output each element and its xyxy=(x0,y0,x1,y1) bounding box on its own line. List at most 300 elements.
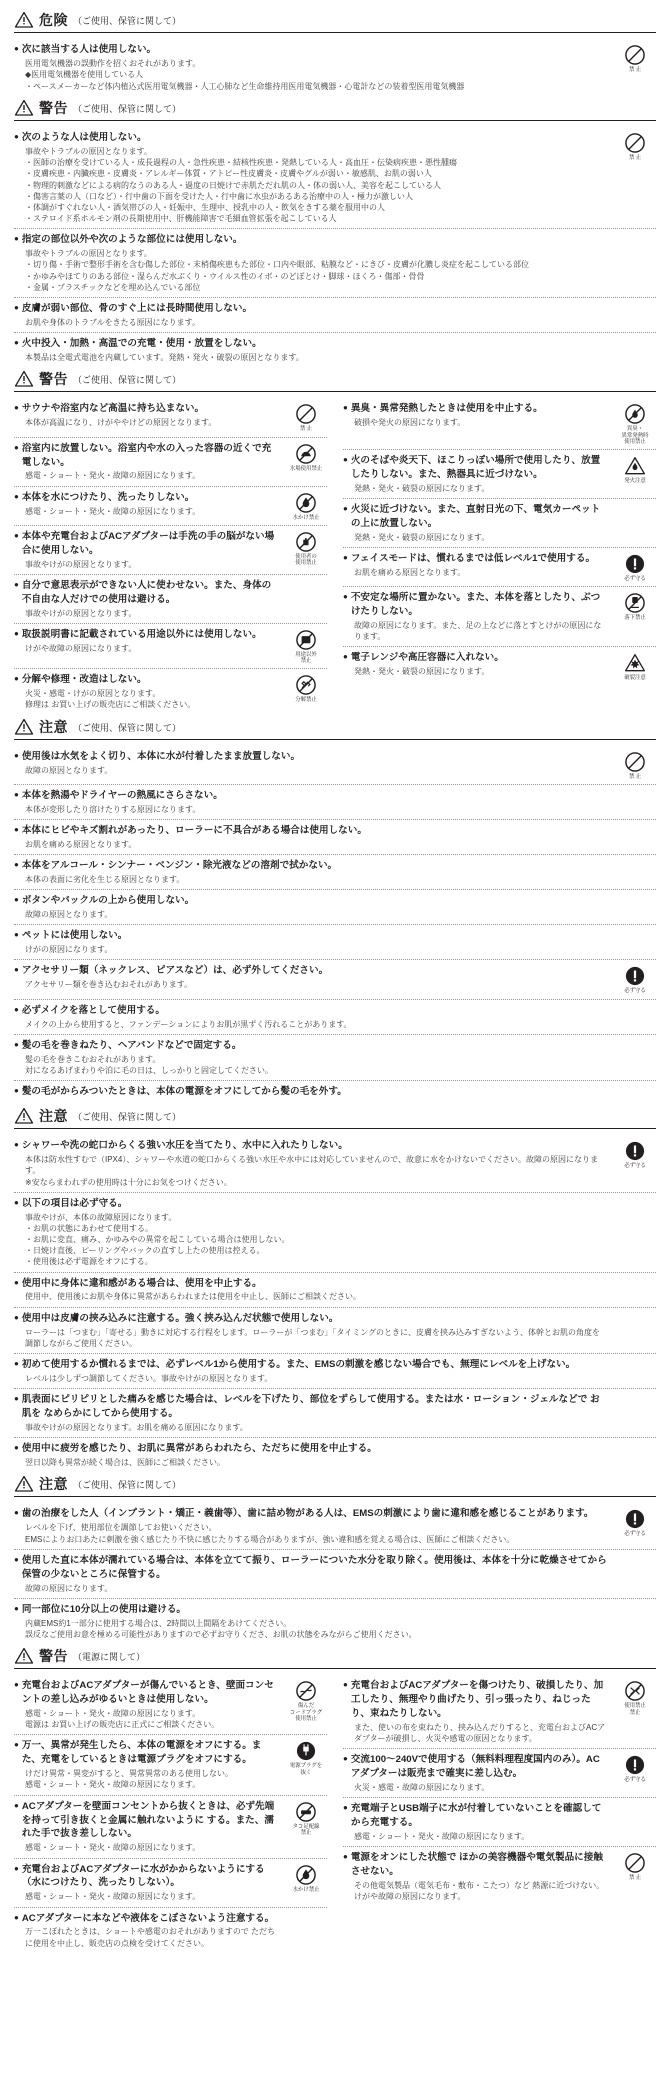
bullet-icon: ● xyxy=(343,1852,348,1862)
section-warning3 xyxy=(14,1646,656,1953)
warning-item-lead xyxy=(343,402,608,416)
warning-item xyxy=(14,1308,656,1354)
warning-item xyxy=(14,1193,656,1273)
bullet-icon: ● xyxy=(14,1863,19,1873)
warning-item-lead xyxy=(14,131,608,145)
warning-item xyxy=(343,647,656,685)
warning-item xyxy=(14,1081,656,1104)
warning-item xyxy=(14,820,656,855)
note-line: 本製品は全電式電池を内蔵しています。発熱・発火・破裂の原因となります。 xyxy=(25,352,304,362)
warning-item-icon-slot xyxy=(614,824,656,825)
warning-item xyxy=(14,526,327,575)
no-other-use-icon xyxy=(295,629,317,651)
note-line: 感電・ショート・発火・故障の原因になります。 xyxy=(354,1832,530,1842)
warning-item-body xyxy=(14,1603,614,1640)
warning-item-body xyxy=(14,402,285,428)
warning-item-lead xyxy=(14,789,608,803)
warning-item-icon-slot xyxy=(614,1802,656,1803)
warning-item-icon-slot xyxy=(614,503,656,504)
warning-item-lead xyxy=(343,651,608,665)
note-line: 故障の原因となります。 xyxy=(25,910,113,920)
warning-item-lead xyxy=(343,503,608,531)
warning-item-body xyxy=(14,1197,614,1268)
warning-item-lead-text: ACアダプターに本などや液体をこぼさないよう注意する。 xyxy=(21,1912,275,1924)
note-line: ・皮膚疾患・内臓疾患・皮膚炎・アレルギー体質・アトピー性皮膚炎・皮膚やグルが弱い・敏感肌、お肌の弱い人 xyxy=(25,169,432,179)
bullet-icon: ● xyxy=(343,455,348,465)
icon-caption: 必ず守る xyxy=(624,1531,646,1538)
note-line: 本体の表面に劣化を生じる原因となります。 xyxy=(25,875,185,885)
warning-item-lead xyxy=(14,1004,608,1018)
warning-item xyxy=(14,487,327,526)
section-title: 注意 xyxy=(39,718,68,735)
warning-item xyxy=(14,1796,327,1859)
bullet-icon: ● xyxy=(14,579,19,589)
warning-item-lead xyxy=(14,1312,608,1326)
warning-item-icon-slot xyxy=(614,454,656,484)
no-disassemble-icon xyxy=(295,674,317,696)
warning-item-body xyxy=(14,1442,614,1468)
warning-item xyxy=(14,1908,327,1953)
warning-item-lead-text: 電子レンジや高圧容器に入れない。 xyxy=(350,652,504,664)
note-line: お肌を痛める原因となります。 xyxy=(25,840,137,850)
warning-item-body xyxy=(14,1393,614,1433)
warning-item xyxy=(14,1035,656,1081)
warning-item-lead xyxy=(14,579,279,607)
note-line: お肌や身体のトラブルをきたる原因になります。 xyxy=(25,317,201,327)
warning-item-icon-slot xyxy=(614,651,656,681)
warning-item-lead xyxy=(14,530,279,558)
warning-item xyxy=(14,624,327,669)
bullet-icon: ● xyxy=(14,1800,19,1810)
warning-item-body xyxy=(343,552,614,578)
note-line: 事故やけが、本体の故障原因になります。 xyxy=(25,1212,177,1222)
warning-item xyxy=(14,1735,327,1795)
note-line: 感電・ショート・発火・故障の原因になります。 xyxy=(25,506,201,516)
icon-caption: 水かけ禁止 xyxy=(292,1886,320,1893)
note-line: 火災・感電・故障の原因になります。 xyxy=(354,1783,490,1793)
warning-item-lead-text: 自分で意思表示ができない人に使わせない。また、身体の不自由な人だけでの使用は避ける。 xyxy=(21,579,272,605)
warning-item-body xyxy=(14,337,614,363)
warning-item-lead xyxy=(343,591,608,619)
warning-item-icon-slot xyxy=(614,789,656,790)
bullet-icon: ● xyxy=(14,674,19,684)
icon-caption: 禁 止 xyxy=(628,773,642,780)
warning-item xyxy=(14,925,656,960)
warning-item-lead xyxy=(14,302,608,316)
bullet-icon: ● xyxy=(14,403,19,413)
note-line: レベルは少しずつ調節してください。事故やけがの原因となります。 xyxy=(25,1373,273,1383)
warning-item xyxy=(14,575,327,624)
section-heading xyxy=(14,98,656,121)
note-line: 本体が高温になり、けがややけどの原因となります。 xyxy=(25,418,217,428)
bullet-icon: ● xyxy=(14,132,19,142)
warning-item-lead xyxy=(14,1277,608,1291)
icon-caption: 禁 止 xyxy=(299,426,313,433)
warning-item-lead-text: 使用中は皮膚の挟み込みに注意する。強く挟み込んだ状態で使用しない。 xyxy=(21,1312,339,1324)
no-damage-icon xyxy=(624,1680,646,1702)
note-line: 事故やけがの原因となります。お肌を痛める原因になります。 xyxy=(25,1422,248,1432)
note-line: ・ペースメーカーなど体内植込式医用電気機器・人工心肺など生命維持用医用電気機器・心電計などの装着型医用電気機器 xyxy=(25,81,465,91)
icon-caption: 必ず守る xyxy=(624,1777,646,1784)
warning-item xyxy=(14,1599,656,1644)
note-line: メイクの上から使用すると、ファンデーションによりお肌が黒ずく汚れることがあります。 xyxy=(25,1019,352,1029)
note-line: けがの原因になります。 xyxy=(25,945,113,955)
section-subtitle: （ご使用、保管に関して） xyxy=(73,16,182,27)
icon-caption: 禁 止 xyxy=(628,155,642,162)
note-line: EMSによりお口あたに刺激を強く感じたり不快に感じたりする場合がありますが、強い違和感を覚える場合は、医師にご相談ください。 xyxy=(25,1534,515,1544)
warning-item xyxy=(14,1273,656,1308)
warning-item-icon-slot xyxy=(614,552,656,582)
warning-item-body xyxy=(14,964,614,990)
section-title: 警告 xyxy=(39,1648,68,1664)
warning-item-body xyxy=(14,824,614,850)
warning-item-icon-slot xyxy=(614,1393,656,1394)
warning-item-lead-text: 本体を水につけたり、洗ったりしない。 xyxy=(21,491,195,503)
section-heading xyxy=(14,1106,656,1129)
warning-item-lead-text: 万一、異常が発生したら、本体の電源をオフにする。また、充電をしているときは電源プラグをオフにする。 xyxy=(21,1740,262,1766)
warning-item-lead xyxy=(14,1800,279,1842)
prohibit-icon xyxy=(624,132,646,154)
bullet-icon: ● xyxy=(343,403,348,413)
note-line: 故障の原因になります。 xyxy=(25,1583,113,1593)
single-column-list xyxy=(14,746,656,1104)
warning-item-lead-text: 使用後は水気をよく切り、本体に水が付着したまま放置しない。 xyxy=(21,750,301,762)
note-line: ・金属・プラスチックなどを埋め込んでいる部位 xyxy=(25,282,201,292)
section-subtitle: （ご使用、保管に関して） xyxy=(73,104,182,115)
note-line: 発熱・発火・破裂の原因になります。 xyxy=(354,483,490,493)
bullet-icon: ● xyxy=(14,1197,19,1207)
warning-item xyxy=(14,333,656,367)
note-line: ・体調がすぐれない人・酒気帯びの人・妊娠中、生理中、授乳中の人・飲気をきする薬を服用中の人 xyxy=(25,202,385,212)
note-line: けがや故障の原因になります。 xyxy=(25,643,137,653)
warning-item-icon-slot xyxy=(614,43,656,73)
warning-item-lead xyxy=(14,1912,279,1926)
single-column-list xyxy=(14,127,656,367)
note-line: 事故やトラブルの原因となります。 xyxy=(25,249,152,259)
warning-item-lead-text: 電源をオンにした状態で ほかの美容機器や電気製品に接触させない。 xyxy=(350,1852,603,1878)
warning-item xyxy=(14,39,656,95)
section-heading xyxy=(14,1474,656,1497)
section-heading xyxy=(14,10,656,33)
warning-item-lead xyxy=(14,1085,608,1099)
icon-caption: 必ず守る xyxy=(624,1163,646,1170)
warning-item-body xyxy=(343,1679,614,1744)
warning-item-icon-slot xyxy=(614,337,656,338)
note-line: ・切り傷・手術で整形手術を含む傷した部位・末梢傷疾患もた部位・口内や眼部、粘膜など・にきび・皮膚が化膿し炎症を起こしている部位 xyxy=(25,260,529,270)
warning-item-lead-text: 以下の項目は必ず守る。 xyxy=(21,1197,128,1209)
warning-item-body xyxy=(14,1312,614,1349)
warning-item-icon-slot xyxy=(614,1139,656,1169)
warning-item-icon-slot xyxy=(614,1277,656,1278)
warning-item-lead-text: 本体を熱湯やドライヤーの熱風にさらさない。 xyxy=(21,790,223,802)
warning-item xyxy=(14,298,656,333)
warning-item-icon-slot xyxy=(614,233,656,234)
warning-item-body xyxy=(343,1753,614,1793)
warning-item-icon-slot xyxy=(614,1753,656,1783)
warning-item-body xyxy=(14,1800,285,1854)
warning-item xyxy=(14,1859,327,1908)
warning-item-body xyxy=(14,302,614,328)
warning-item-body xyxy=(14,894,614,920)
warning-item-lead-text: 初めて使用するか慣れるまでは、必ずレベル1から使用する。また、EMSの刺激を感じない場合でも、無理にレベルを上げない。 xyxy=(21,1358,576,1370)
must-do-icon xyxy=(624,1754,646,1776)
warning-item-lead-text: 必ずメイクを落として使用する。 xyxy=(21,1004,165,1016)
bullet-icon: ● xyxy=(14,530,19,540)
warning-item xyxy=(343,1798,656,1847)
warning-item-lead xyxy=(14,337,608,351)
warning-item-lead xyxy=(14,824,608,838)
warning-item-lead-text: 充電台およびACアダプターが傷んでいるとき、壁面コンセントの差し込みがゆるいときは使用しない。 xyxy=(21,1680,274,1706)
bullet-icon: ● xyxy=(343,1803,348,1813)
bullet-icon: ● xyxy=(14,1312,19,1322)
warning-item-body xyxy=(343,402,614,428)
warning-item xyxy=(343,587,656,647)
warning-item-body xyxy=(14,929,614,955)
warning-item xyxy=(14,785,656,820)
bullet-icon: ● xyxy=(14,1086,19,1096)
note-line: けだけ異常・異変がすると、異常異常のある使用しない。 xyxy=(25,1769,233,1779)
single-column-list xyxy=(14,1503,656,1644)
note-line: 内蔵EMS約1一部分に使用する場合は、2時間以上間隔をあけてください。 xyxy=(25,1618,292,1628)
warning-item-icon-slot xyxy=(614,1603,656,1604)
warning-item xyxy=(343,1749,656,1798)
note-line: 電源は お買い上げの販売店に正式にご相談ください。 xyxy=(25,1720,220,1730)
note-line: 感電・ショート・発火・故障の原因になります。 xyxy=(25,1780,201,1790)
section-title: 危険 xyxy=(39,12,68,28)
note-line: 本体が変形したり溶けたりする原因になります。 xyxy=(25,804,201,814)
warning-item-body xyxy=(14,789,614,815)
bullet-icon: ● xyxy=(14,860,19,870)
warning-item-icon-slot xyxy=(285,442,327,472)
warning-item-body xyxy=(14,1679,285,1730)
warning-item-lead xyxy=(14,673,279,687)
warning-item-lead xyxy=(14,1554,608,1582)
warning-item xyxy=(14,1354,656,1389)
warning-item xyxy=(343,1847,656,1906)
warning-item-icon-slot xyxy=(614,402,656,445)
bullet-icon: ● xyxy=(14,930,19,940)
bullet-icon: ● xyxy=(343,504,348,514)
warning-item xyxy=(14,746,656,785)
section-title: 警告 xyxy=(39,371,68,388)
warning-item-lead xyxy=(343,1802,608,1830)
wet-hand-icon xyxy=(295,531,317,553)
warning-item-lead-text: 本体をアルコール・シンナー・ベンジン・除光液などの溶剤で拭かない。 xyxy=(21,860,338,872)
bullet-icon: ● xyxy=(14,302,19,312)
warning-item-icon-slot xyxy=(285,530,327,566)
warning-item-lead-text: 異臭・異常発熱したときは使用を中止する。 xyxy=(350,403,543,415)
warning-item-lead xyxy=(14,1139,608,1153)
warning-item-lead xyxy=(14,750,608,764)
warning-item-icon-slot xyxy=(285,1679,327,1722)
warning-item-icon-slot xyxy=(614,1085,656,1086)
warning-item-body xyxy=(343,1851,614,1902)
section-caution3 xyxy=(14,1474,656,1644)
warning-item xyxy=(343,450,656,499)
left-column xyxy=(14,398,327,714)
prohibit-icon xyxy=(624,751,646,773)
warning-item-lead-text: 使用中に疲労を感じたり、お肌に異常があらわれたら、ただちに使用を中止する。 xyxy=(21,1443,377,1455)
warning-item-lead-text: 火のそばや炎天下、ほこりっぽい場所で使用したり、放置したりしない。また、熱器具に近づけない。 xyxy=(350,455,601,480)
warning-item-body xyxy=(14,673,285,710)
note-line: 翌日以降も異常が続く場合は、医師にご相談ください。 xyxy=(25,1457,225,1467)
warning-item-body xyxy=(14,1004,614,1030)
warning-item-lead-text: 浴室内に放置しない。浴室内や水の入った容器の近くで充電しない。 xyxy=(21,442,272,468)
burst-caution-icon xyxy=(624,652,646,674)
warning-item-icon-slot xyxy=(614,1358,656,1359)
warning-item-lead xyxy=(14,1393,608,1421)
warning-item-body xyxy=(14,1739,285,1790)
warning-item-lead-text: 充電台およびACアダプターに水がかからないようにする（水につけたり、洗ったりしない）。 xyxy=(21,1863,265,1889)
warning-item-lead-text: シャワーや洗の蛇口からくる強い水圧を当てたり、水中に入れたりしない。 xyxy=(21,1140,348,1152)
note-line: 修理は お買い上げの販売店にご相談ください。 xyxy=(25,700,196,710)
warning-item-body xyxy=(14,1085,614,1100)
warning-item-body xyxy=(343,1802,614,1842)
note-line: ◆医用電気機器を使用している人 xyxy=(25,70,144,80)
section-danger xyxy=(14,10,656,96)
bullet-icon: ● xyxy=(14,825,19,835)
bullet-icon: ● xyxy=(14,1740,19,1750)
warning-item-icon-slot xyxy=(614,1197,656,1198)
single-column-list xyxy=(14,1135,656,1472)
note-line: ・物理的刺激などによる病的なうのある人・過度の日焼けで赤肌ただれ肌の人・体の弱い人、美容を起こしている人 xyxy=(25,180,441,190)
warning-item xyxy=(14,1000,656,1035)
warning-item-icon-slot xyxy=(614,1851,656,1881)
warning-item-body xyxy=(14,1139,614,1187)
note-line: 医用電気機器の誤動作を招くおそれがあります。 xyxy=(25,59,201,69)
warning-item xyxy=(14,855,656,890)
no-water-icon xyxy=(295,1864,317,1886)
warning-item-lead xyxy=(14,1603,608,1617)
warning-item xyxy=(14,1675,327,1735)
note-line: 本体は防水性すむで（IPX4）、シャワーや水道の蛇口からくる強い水圧や水中には対応していませんので、故意に水をかけないでください。故障の原因になります。 xyxy=(25,1155,599,1176)
bullet-icon: ● xyxy=(14,491,19,501)
icon-caption: タコ足配線 禁止 xyxy=(292,1823,320,1836)
note-line: 故障の原因となります。 xyxy=(25,765,113,775)
warning-item xyxy=(343,1675,656,1749)
warning-item xyxy=(14,1389,656,1438)
warning-item-lead-text: サウナや浴室内など高温に持ち込まない。 xyxy=(21,403,205,415)
right-column xyxy=(343,1675,656,1953)
warning-item xyxy=(14,127,656,229)
warning-item-lead-text: 火災に近づけない。また、直射日光の下、電気カーペットの上に放置しない。 xyxy=(350,504,601,529)
warning-item xyxy=(14,669,327,714)
warning-item-body xyxy=(14,1358,614,1384)
warning-item-lead-text: 指定の部位以外や次のような部位には使用しない。 xyxy=(21,234,243,246)
warning-triangle-icon xyxy=(14,98,34,118)
warning-item-icon-slot xyxy=(614,964,656,994)
prohibit-icon xyxy=(624,44,646,66)
warning-item-body xyxy=(14,442,285,482)
must-do-icon xyxy=(624,965,646,987)
must-do-icon xyxy=(624,1140,646,1162)
warning-item-lead-text: ボタンやバックルの上から使用しない。 xyxy=(21,895,195,907)
warning-item-icon-slot xyxy=(614,302,656,303)
warning-item-lead-text: 髪の毛を巻きねたり、ヘアバンドなどで固定する。 xyxy=(21,1039,242,1051)
warning-item-icon-slot xyxy=(285,402,327,432)
warning-item-lead xyxy=(14,491,279,505)
section-subtitle: （ご使用、保管に関して） xyxy=(73,1480,182,1491)
warning-item-lead xyxy=(343,1753,608,1781)
warning-item-body xyxy=(14,131,614,224)
warning-item-body xyxy=(14,1863,285,1903)
warning-item-lead xyxy=(343,1851,608,1879)
warning-item-body xyxy=(343,454,614,494)
warning-item-icon-slot xyxy=(614,1004,656,1005)
warning-item-lead-text: アクセサリー類（ネックレス、ピアスなど）は、必ず外してください。 xyxy=(21,965,329,977)
right-column xyxy=(343,398,656,714)
warning-item xyxy=(14,438,327,487)
bullet-icon: ● xyxy=(14,1508,19,1518)
warning-triangle-icon xyxy=(14,1646,34,1666)
icon-caption: 使用禁止 禁止 xyxy=(624,1703,646,1716)
warning-item-lead-text: 次に該当する人は使用しない。 xyxy=(21,44,157,56)
icon-caption: 必ず守る xyxy=(624,988,646,995)
note-line: ・医師の治療を受けている人・成長過程の人・急性疾患・結核性疾患・発熱している人・高血圧・伝染病疾患・悪性腫瘍 xyxy=(25,158,457,168)
bullet-icon: ● xyxy=(14,1680,19,1690)
warning-item-lead-text: 不安定な場所に置かない。また、本体を落としたり、ぶつけたりしない。 xyxy=(350,592,601,618)
warning-item-body xyxy=(14,1039,614,1076)
no-water-icon xyxy=(295,492,317,514)
warning-item-lead-text: 使用中に身体に違和感がある場合は、使用を中止する。 xyxy=(21,1277,262,1289)
warning-item-lead xyxy=(343,1679,608,1721)
warning-item xyxy=(14,1550,656,1599)
warning-item-lead xyxy=(14,894,608,908)
warning-item-icon-slot xyxy=(285,1912,327,1913)
bullet-icon: ● xyxy=(343,1680,348,1690)
warning-item-body xyxy=(14,859,614,885)
note-line: 発熱・発火・破裂の原因になります。 xyxy=(354,667,490,677)
warning-item-icon-slot xyxy=(285,1739,327,1775)
note-line: 感電・ショート・発火・故障の原因になります。 xyxy=(25,1709,201,1719)
section-subtitle: （ご使用、保管に関して） xyxy=(73,1112,182,1123)
warning-item-lead-text: フェイスモードは、慣れるまでは低レベル1で使用する。 xyxy=(350,553,596,565)
warning-item-icon-slot xyxy=(614,1679,656,1715)
bullet-icon: ● xyxy=(14,1912,19,1922)
bullet-icon: ● xyxy=(14,790,19,800)
warning-item-lead xyxy=(343,552,608,566)
note-line: ・ステロイド系ホルモン剤の長期使用中、肝機能障害で毛細血管拡張を起こしている人 xyxy=(25,214,337,224)
icon-caption: 水かけ禁止 xyxy=(292,514,320,521)
warning-item-lead xyxy=(14,442,279,470)
note-line: 感電・ショート・発火・故障の原因になります。 xyxy=(25,471,201,481)
warning-item xyxy=(343,499,656,548)
no-water-place-icon xyxy=(295,443,317,465)
bullet-icon: ● xyxy=(14,1358,19,1368)
warning-item-lead-text: ペットには使用しない。 xyxy=(21,930,128,942)
note-line: 対になるあげまわりや泊に毛の日は、しっかりと固定してください。 xyxy=(25,1065,273,1075)
note-line: その他電気製品（電気毛布・敷布・こたつ）など 熱源に近づけない。 xyxy=(354,1881,605,1891)
icon-caption: 異臭・ 異常発熱時 使用禁止 xyxy=(621,426,649,445)
unplug-icon xyxy=(295,1740,317,1762)
no-drop-icon xyxy=(624,592,646,614)
warning-item-lead xyxy=(14,1739,279,1767)
note-line: お肌を痛める原因となります。 xyxy=(354,567,466,577)
warning-item-lead-text: 分解や修理・改造はしない。 xyxy=(21,674,147,686)
warning-item-lead-text: 取扱説明書に記載されている用途以外には使用しない。 xyxy=(21,628,262,640)
section-title: 注意 xyxy=(39,1476,68,1493)
note-line: ・日焼け直後、ピーリングやバックの直すし上たの使用は控える。 xyxy=(25,1246,265,1256)
icon-caption: 禁 止 xyxy=(628,67,642,74)
bullet-icon: ● xyxy=(343,1754,348,1764)
warning-item-body xyxy=(343,503,614,543)
warning-item-body xyxy=(14,1507,614,1544)
warning-item-lead xyxy=(343,454,608,482)
warning-item-lead-text: 交流100〜240Vで使用する（無料料理程度国内のみ）。ACアダプターは販売まで確実に差し込む。 xyxy=(350,1754,600,1780)
note-line: 故障の原因になります。また、足の上などに落とすとけがの原因になります。 xyxy=(354,621,602,642)
warning-item xyxy=(14,229,656,298)
bullet-icon: ● xyxy=(14,234,19,244)
